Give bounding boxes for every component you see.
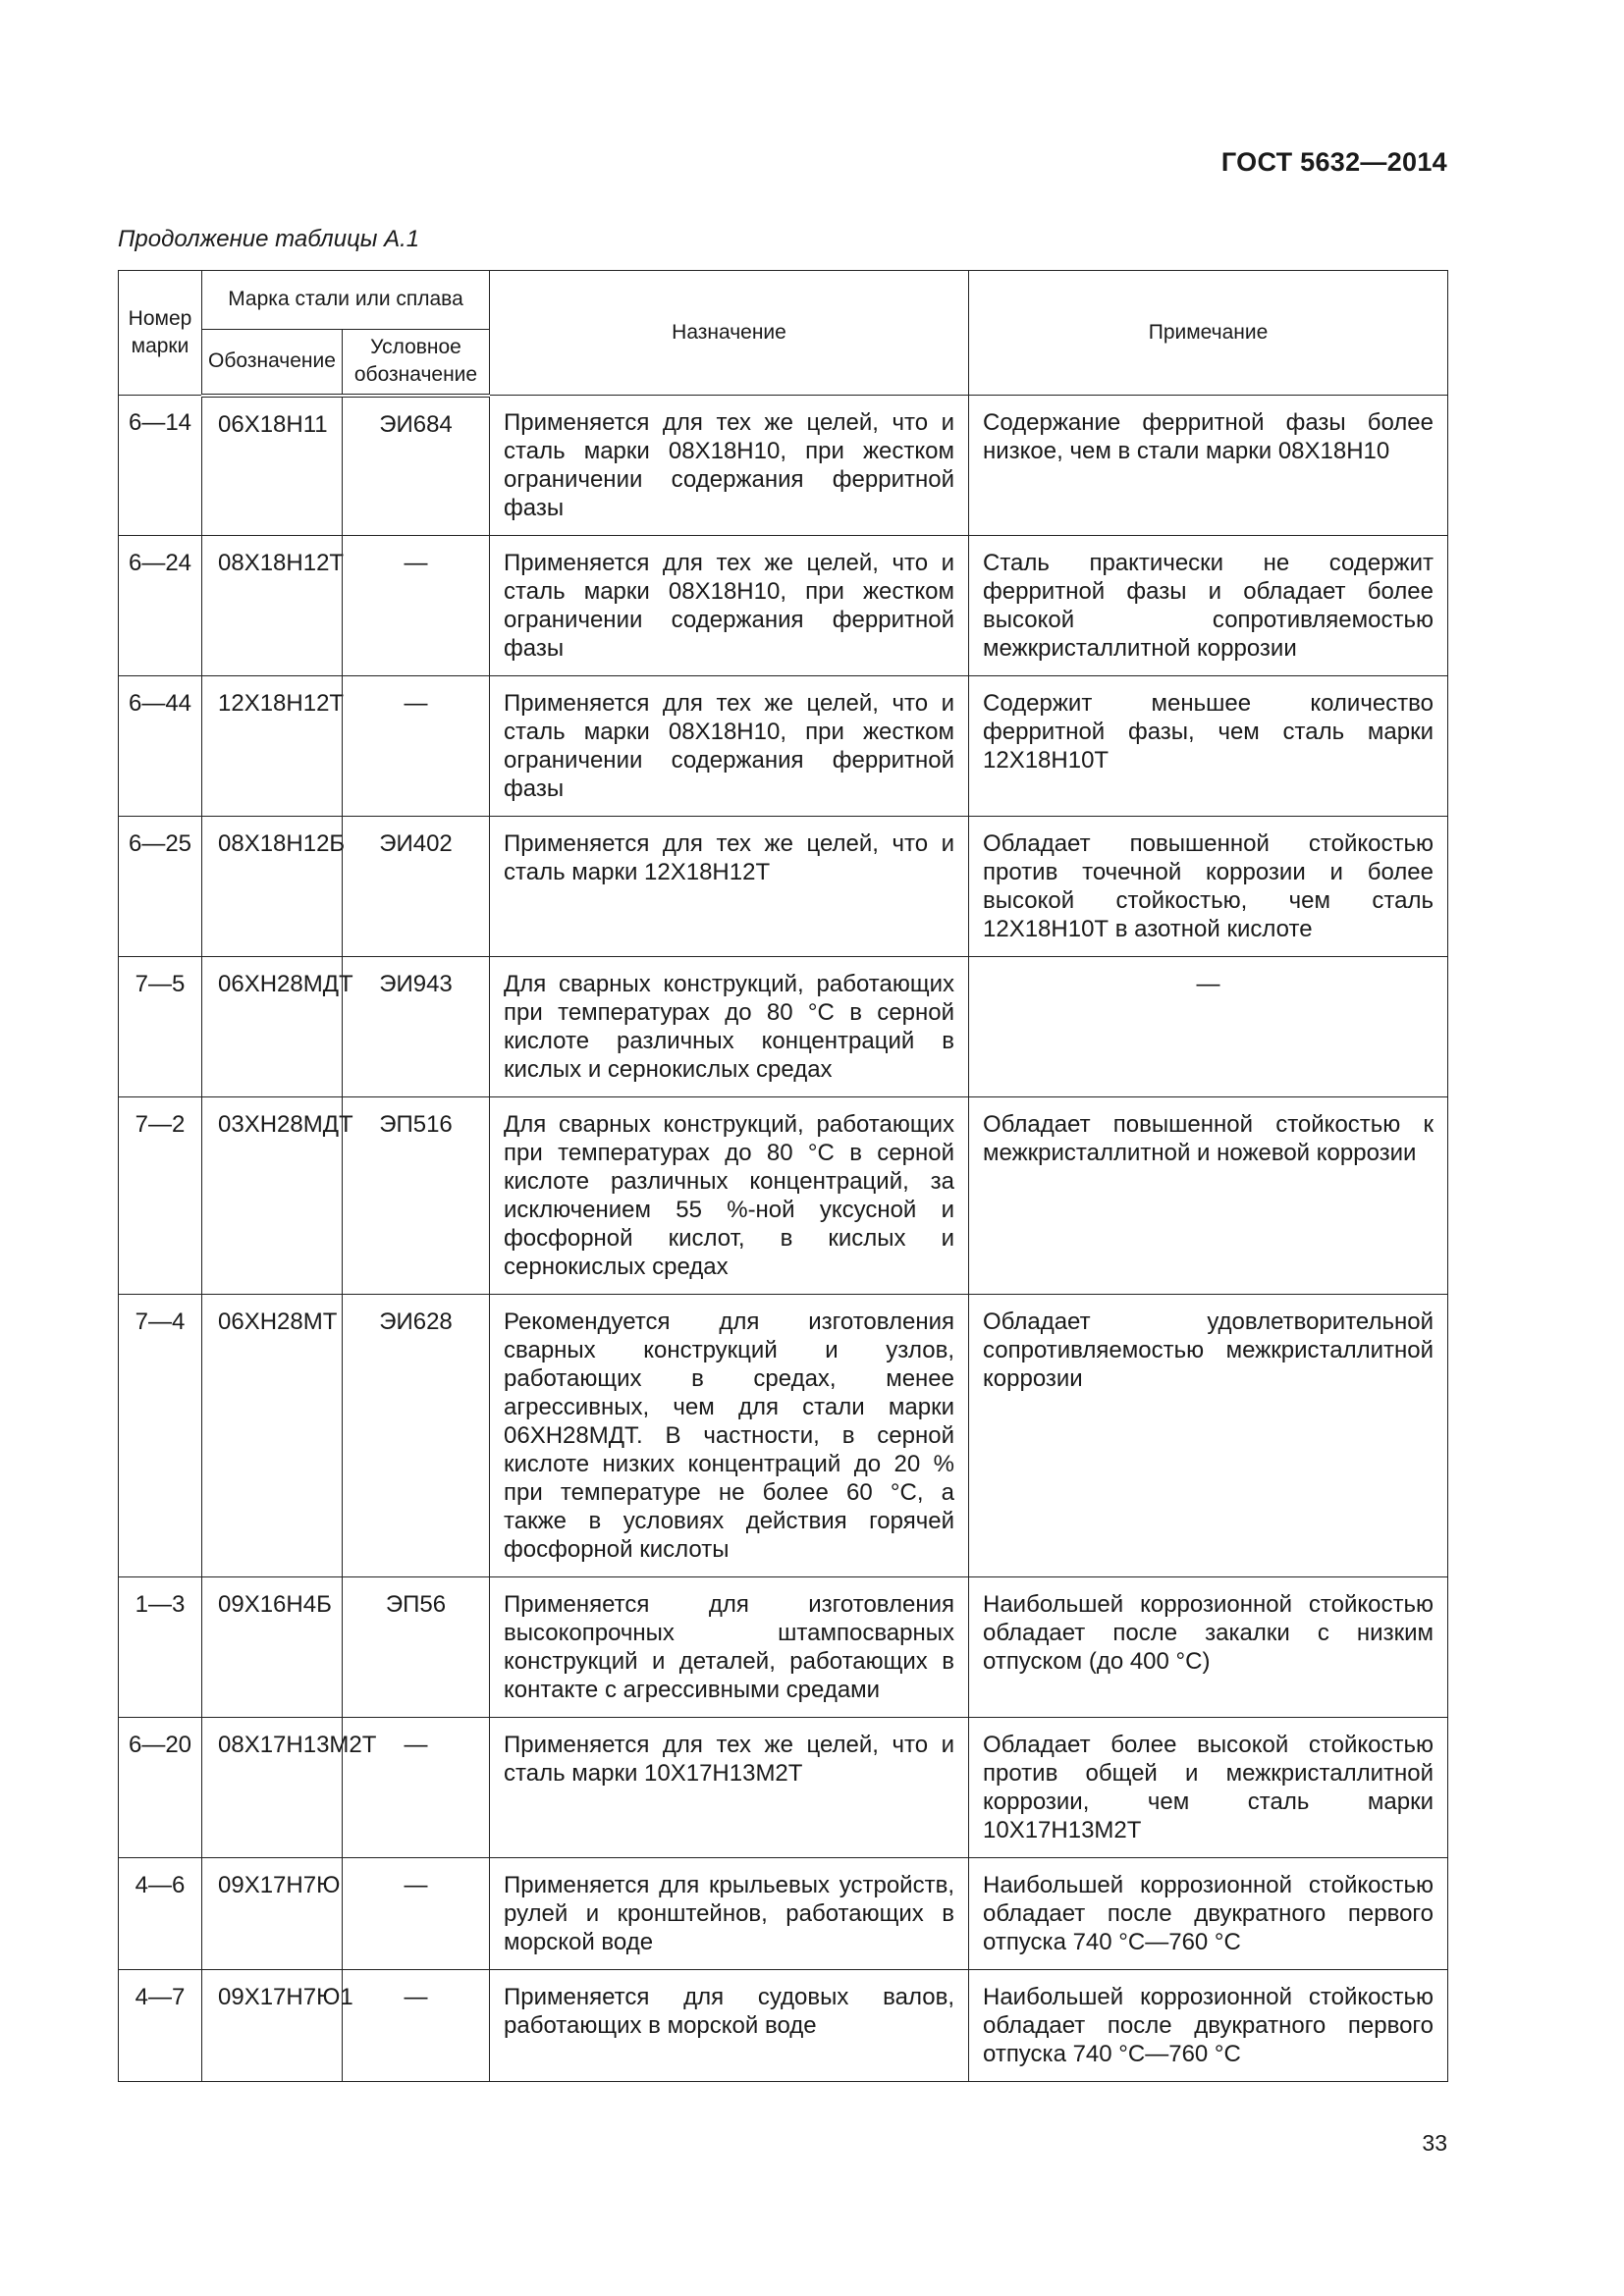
cell-number: 1—3 [119, 1577, 202, 1718]
cell-purpose: Применяется для крыльевых устройств, рулей и кронштейнов, работающих в морской воде [490, 1858, 969, 1970]
table-row [119, 817, 1448, 957]
cell-designation: 08Х18Н12Т [202, 536, 343, 676]
cell-note: Обладает повышенной стойкостью к межкристаллитной и ножевой коррозии [969, 1097, 1448, 1295]
cell-conventional: — [343, 1858, 490, 1970]
cell-number: 7—5 [119, 957, 202, 1097]
header-purpose: Назначение [490, 271, 969, 396]
cell-note: — [969, 957, 1448, 1097]
page-number: 33 [1422, 2130, 1447, 2156]
table-row [119, 536, 1448, 676]
cell-purpose: Применяется для тех же целей, что и сталь марки 12Х18Н12Т [490, 817, 969, 957]
cell-note: Обладает более высокой стойкостью против общей и межкристаллитной коррозии, чем сталь марки 10Х17Н13М2Т [969, 1718, 1448, 1858]
cell-conventional: ЭИ943 [343, 957, 490, 1097]
cell-purpose: Для сварных конструкций, работающих при температурах до 80 °С в серной кислоте различных концентраций в кислых и сернокислых средах [490, 957, 969, 1097]
header-number: Номер марки [119, 271, 202, 396]
header-designation: Обозначение [202, 330, 343, 396]
header-note: Примечание [969, 271, 1448, 396]
cell-note: Наибольшей коррозионной стойкостью обладает после двукратного первого отпуска 740 °С—760 °С [969, 1858, 1448, 1970]
table-caption: Продолжение таблицы А.1 [118, 226, 420, 252]
cell-note: Содержание ферритной фазы более низкое, чем в стали марки 08Х18Н10 [969, 396, 1448, 536]
cell-number: 6—20 [119, 1718, 202, 1858]
cell-number: 6—44 [119, 676, 202, 817]
cell-designation: 09Х17Н7Ю1 [202, 1970, 343, 2082]
cell-number: 4—7 [119, 1970, 202, 2082]
table-row [119, 1858, 1448, 1970]
table-row [119, 957, 1448, 1097]
cell-conventional: — [343, 536, 490, 676]
header-conventional: Условное обозначение [343, 330, 490, 396]
steel-grades-table [118, 270, 1448, 2082]
cell-purpose: Применяется для тех же целей, что и сталь марки 08Х18Н10, при жестком ограничении содержания ферритной фазы [490, 536, 969, 676]
cell-designation: 06Х18Н11 [202, 396, 343, 536]
table-row [119, 1577, 1448, 1718]
table-row [119, 1970, 1448, 2082]
table-row [119, 396, 1448, 536]
cell-designation: 06ХН28МТ [202, 1295, 343, 1577]
cell-conventional: ЭИ628 [343, 1295, 490, 1577]
cell-designation: 09Х17Н7Ю [202, 1858, 343, 1970]
cell-purpose: Применяется для изготовления высокопрочных штампосварных конструкций и деталей, работающих в контакте с агрессивными средами [490, 1577, 969, 1718]
cell-conventional: — [343, 1970, 490, 2082]
cell-designation: 03ХН28МДТ [202, 1097, 343, 1295]
cell-designation: 08Х17Н13М2Т [202, 1718, 343, 1858]
cell-purpose: Применяется для тех же целей, что и сталь марки 08Х18Н10, при жестком ограничении содержания ферритной фазы [490, 396, 969, 536]
cell-number: 6—14 [119, 396, 202, 536]
cell-designation: 08Х18Н12Б [202, 817, 343, 957]
cell-designation: 09Х16Н4Б [202, 1577, 343, 1718]
cell-note: Наибольшей коррозионной стойкостью обладает после двукратного первого отпуска 740 °С—760 °С [969, 1970, 1448, 2082]
cell-number: 6—24 [119, 536, 202, 676]
cell-conventional: — [343, 676, 490, 817]
cell-conventional: ЭП516 [343, 1097, 490, 1295]
cell-purpose: Для сварных конструкций, работающих при температурах до 80 °С в серной кислоте различных концентраций, за исключением 55 %-ной уксусной и фосфорной кислот, в кислых и сернокислых средах [490, 1097, 969, 1295]
document-code: ГОСТ 5632—2014 [1220, 147, 1447, 177]
table-row [119, 1295, 1448, 1577]
cell-purpose: Применяется для тех же целей, что и сталь марки 08Х18Н10, при жестком ограничении содержания ферритной фазы [490, 676, 969, 817]
cell-purpose: Применяется для судовых валов, работающих в морской воде [490, 1970, 969, 2082]
cell-number: 7—2 [119, 1097, 202, 1295]
cell-conventional: ЭП56 [343, 1577, 490, 1718]
cell-note: Сталь практически не содержит ферритной фазы и обладает более высокой сопротивляемостью межкристаллитной коррозии [969, 536, 1448, 676]
cell-designation: 12Х18Н12Т [202, 676, 343, 817]
cell-purpose: Рекомендуется для изготовления сварных конструкций и узлов, работающих в средах, менее агрессивных, чем для стали марки 06ХН28МДТ. В частности, в серной кислоте низких концентраций до 20 % при температуре не более 60 °С, а также в условиях действия горячей фосфорной кислоты [490, 1295, 969, 1577]
cell-note: Наибольшей коррозионной стойкостью обладает после закалки с низким отпуском (до 400 °С) [969, 1577, 1448, 1718]
cell-note: Обладает удовлетворительной сопротивляемостью межкристаллитной коррозии [969, 1295, 1448, 1577]
cell-designation: 06ХН28МДТ [202, 957, 343, 1097]
header-grade-group: Марка стали или сплава [202, 271, 490, 330]
cell-purpose: Применяется для тех же целей, что и сталь марки 10Х17Н13М2Т [490, 1718, 969, 1858]
table-row [119, 1097, 1448, 1295]
cell-conventional: ЭИ684 [343, 396, 490, 536]
cell-conventional: ЭИ402 [343, 817, 490, 957]
table-row [119, 1718, 1448, 1858]
cell-number: 7—4 [119, 1295, 202, 1577]
cell-number: 6—25 [119, 817, 202, 957]
table-row [119, 676, 1448, 817]
cell-number: 4—6 [119, 1858, 202, 1970]
cell-note: Содержит меньшее количество ферритной фазы, чем сталь марки 12Х18Н10Т [969, 676, 1448, 817]
cell-note: Обладает повышенной стойкостью против точечной коррозии и более высокой стойкостью, чем сталь 12Х18Н10Т в азотной кислоте [969, 817, 1448, 957]
cell-conventional: — [343, 1718, 490, 1858]
